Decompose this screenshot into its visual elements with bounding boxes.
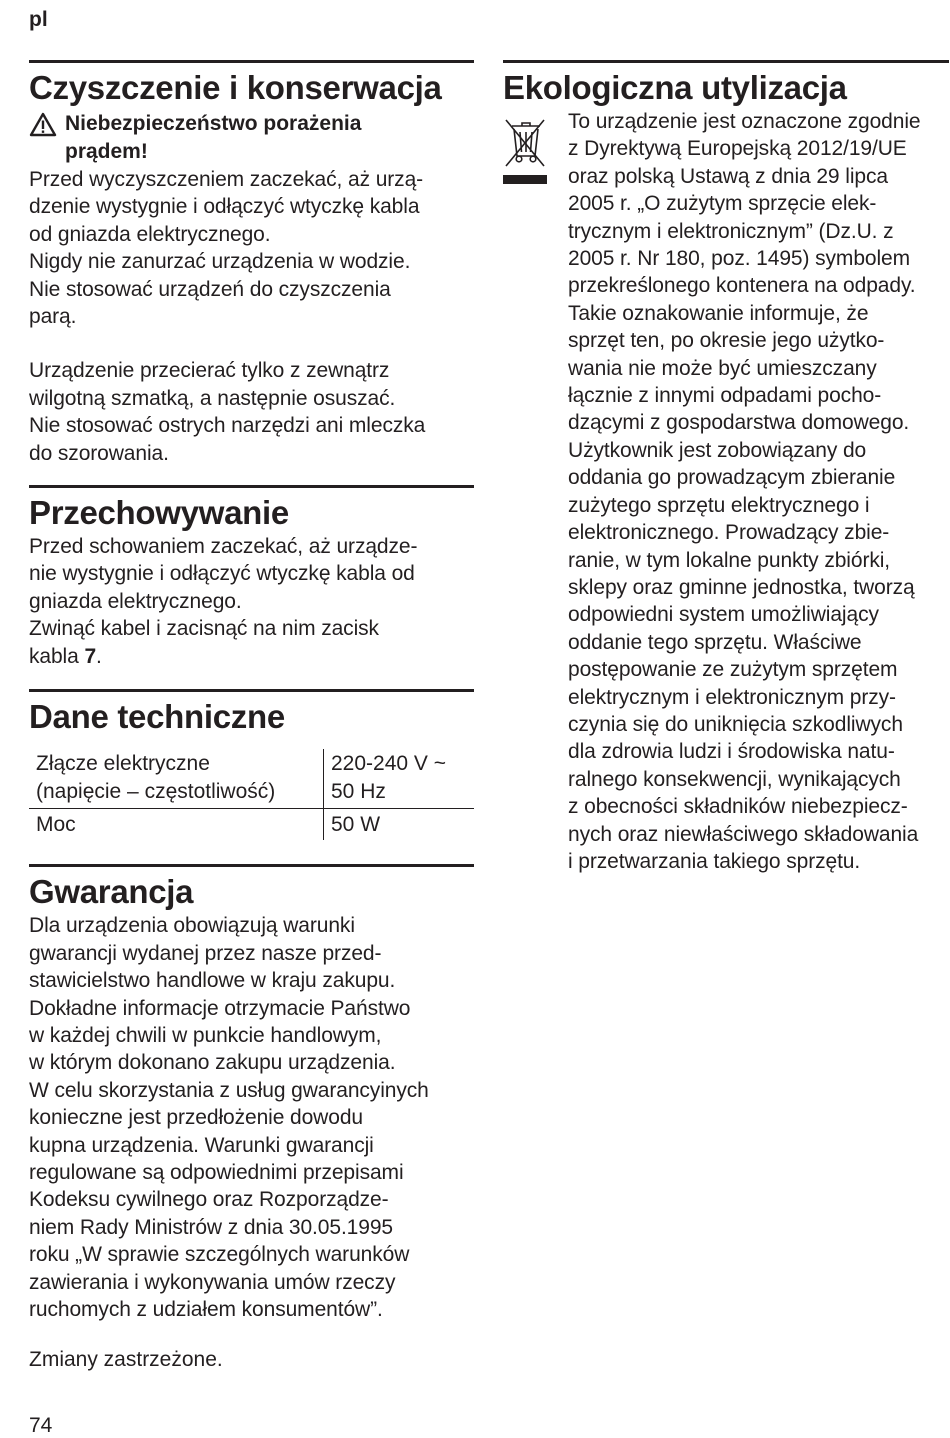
text-line: Złącze elektryczne: [36, 752, 210, 776]
text-line: gniazda elektrycznego.: [29, 589, 242, 613]
text-line: do szorowania.: [29, 441, 169, 465]
text-line: parą.: [29, 305, 77, 329]
warning-line: prądem!: [65, 140, 148, 163]
page-number: 74: [29, 1414, 53, 1437]
text-line: roku „W sprawie szczególnych warunków: [29, 1243, 410, 1267]
text-line: To urządzenie jest oznaczone zgodnie: [568, 110, 921, 133]
text-line: i przetwarzania takiego sprzętu.: [568, 849, 861, 873]
text-line: elektrycznym i elektronicznym przy-: [568, 685, 896, 709]
text-line: Nigdy nie zanurzać urządzenia w wodzie.: [29, 250, 411, 274]
text-line: Nie stosować ostrych narzędzi ani mleczka: [29, 414, 426, 438]
tech-label: Moc: [29, 808, 324, 840]
text-line: z Dyrektywą Europejską 2012/19/UE: [568, 137, 907, 161]
section-warranty: [29, 864, 474, 1323]
text-line: Takie oznakowanie informuje, że: [568, 301, 869, 325]
text-line: nych oraz niewłaściwego składowania: [568, 822, 919, 846]
text-line: .: [96, 644, 102, 668]
language-code: pl: [29, 8, 48, 31]
text-line: Przed schowaniem zaczekać, aż urządze-: [29, 535, 418, 559]
text-line: dzenie wystygnie i odłączyć wtyczkę kabla: [29, 195, 420, 219]
text-line: Nie stosować urządzeń do czyszczenia: [29, 277, 391, 301]
section-technical-data: [29, 689, 474, 840]
text-line: oddanie tego sprzętu. Właściwe: [568, 630, 862, 654]
changes-reserved-note: Zmiany zastrzeżone.: [29, 1348, 223, 1371]
electric-shock-warning: [29, 110, 474, 166]
warning-triangle-icon: [29, 112, 57, 137]
text-line: 2005 r. Nr 180, poz. 1495) symbolem: [568, 247, 911, 271]
text-line: ruchomych z udziałem konsumentów”.: [29, 1298, 383, 1321]
text-line: zawierania i wykonywania umów rzeczy: [29, 1270, 396, 1294]
text-line: czynia się do uniknięcia szkodliwych: [568, 712, 903, 736]
eco-title: Ekologiczna utylizacja: [503, 69, 847, 106]
text-line: łącznie z innymi odpadami pocho-: [568, 384, 882, 408]
text-line: ranie, w tym lokalne punkty zbiórki,: [568, 548, 891, 572]
text-line: oddania go prowadzącym zbieranie: [568, 466, 896, 490]
section-storage: [29, 485, 474, 670]
tech-label: [29, 749, 324, 808]
text-line: z obecności składników niebezpiecz-: [568, 795, 908, 819]
text-line: 2005 r. „O zużytym sprzęcie elek-: [568, 192, 877, 216]
table-row: [29, 749, 474, 808]
text-line: Przed wyczyszczeniem zaczekać, aż urzą-: [29, 168, 424, 191]
cleaning-paragraph-1: [29, 166, 474, 330]
text-line: kupna urządzenia. Warunki gwarancji: [29, 1133, 374, 1157]
text-line: w którym dokonano zakupu urządzenia.: [29, 1051, 396, 1075]
text-line: w każdej chwili w punkcie handlowym,: [29, 1023, 382, 1047]
warranty-title: Gwarancja: [29, 873, 194, 911]
text-line: konieczne jest przedłożenie dowodu: [29, 1106, 363, 1130]
text-line: sprzęt ten, po okresie jego użytko-: [568, 329, 885, 353]
storage-paragraph: [29, 533, 474, 670]
text-line: Urządzenie przecierać tylko z zewnątrz: [29, 359, 390, 383]
tech-value: 50 W: [331, 812, 381, 836]
text-line: Użytkownik jest zobowiązany do: [568, 438, 867, 462]
tech-table: [29, 749, 474, 840]
table-row: [29, 808, 474, 840]
text-line: 50 Hz: [331, 779, 386, 803]
part-number: 7: [84, 644, 97, 668]
text-line: nie wystygnie i odłączyć wtyczkę kabla od: [29, 562, 415, 586]
text-line: dla zdrowia ludzi i środowiska natu-: [568, 740, 895, 764]
text-line: odpowiedni system umożliwiający: [568, 603, 879, 627]
text-line: gwarancji wydanej przez nasze przed-: [29, 941, 382, 965]
text-line: 220-240 V ~: [331, 752, 447, 776]
text-line: W celu skorzystania z usług gwarancyinych: [29, 1078, 429, 1102]
eco-paragraph: [568, 108, 949, 875]
text-line: postępowanie ze zużytym sprzętem: [568, 658, 898, 682]
cleaning-paragraph-2: [29, 357, 474, 467]
right-column: [503, 60, 949, 875]
text-line: Dla urządzenia obowiązują warunki: [29, 914, 355, 938]
left-column: [29, 60, 474, 1323]
text-line: (napięcie – częstotliwość): [36, 779, 276, 803]
eco-body: [503, 108, 949, 875]
text-line: ralnego konsekwencji, wynikających: [568, 767, 901, 791]
warranty-paragraph: [29, 912, 474, 1323]
text-line: sklepy oraz gminne jednostka, tworzą: [568, 575, 915, 599]
text-line: wania nie może być umieszczany: [568, 356, 877, 380]
tech-title: Dane techniczne: [29, 698, 285, 736]
cleaning-title: Czyszczenie i konserwacja: [29, 69, 442, 106]
warning-line: Niebezpieczeństwo porażenia: [65, 112, 362, 135]
text-line: dzącymi z gospodarstwa domowego.: [568, 411, 910, 435]
text-line: od gniazda elektrycznego.: [29, 222, 271, 246]
storage-title: Przechowywanie: [29, 494, 289, 532]
section-eco-disposal: [503, 60, 949, 875]
text-line: kabla: [29, 644, 85, 668]
text-line: elektronicznego. Prowadzący zbie-: [568, 521, 890, 545]
text-line: Zwinąć kabel i zacisnąć na nim zacisk: [29, 617, 379, 641]
section-cleaning: [29, 60, 474, 467]
text-line: Dokładne informacje otrzymacie Państwo: [29, 996, 411, 1020]
text-line: przekreślonego kontenera na odpady.: [568, 274, 916, 298]
text-line: wilgotną szmatką, a następnie osuszać.: [29, 386, 396, 410]
text-line: trycznym i elektronicznym” (Dz.U. z: [568, 219, 894, 243]
text-line: regulowane są odpowiednimi przepisami: [29, 1160, 404, 1184]
text-line: Kodeksu cywilnego oraz Rozporządze-: [29, 1188, 389, 1212]
text-line: stawicielstwo handlowe w kraju zakupu.: [29, 969, 396, 993]
text-line: zużytego sprzętu elektrycznego i: [568, 493, 870, 517]
weee-crossed-bin-icon: [503, 114, 547, 192]
text-line: oraz polską Ustawą z dnia 29 lipca: [568, 164, 888, 188]
tech-value: [324, 749, 475, 808]
text-line: niem Rady Ministrów z dnia 30.05.1995: [29, 1215, 393, 1239]
